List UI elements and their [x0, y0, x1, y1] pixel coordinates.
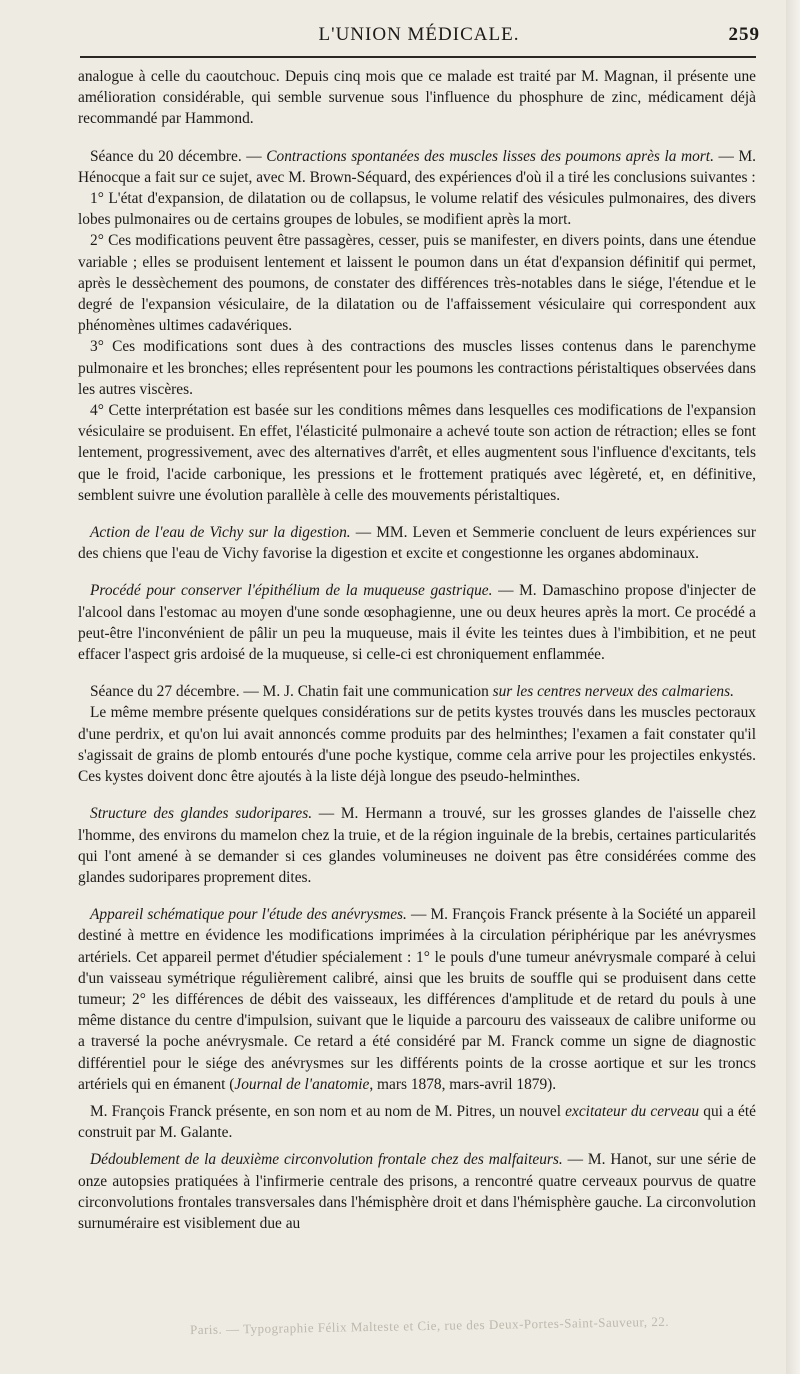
conclusion-4: 4° Cette interprétation est basée sur les conditions mêmes dans lesquelles ces modifications de l'expansion vésiculaire se produisent. En effet, l'élasticité pulmonaire a achevé toute son action de rétraction; elles se font lentement, progressivement, avec des alternatives d'arrêt, et elles augmentent sous l'influence d'excitants, tels que le froid, l'acide carbonique, les pressions et le frottement pratiqués avec légèreté, et, en définitive, semblent suivre une évolution parallèle à celle des mouvements péristaltiques. — [78, 402, 756, 504]
section-title: excitateur du cerveau — [565, 1102, 700, 1120]
paragraph-text: — M. Hanot, sur une série de onze autopsies pratiquées à l'infirmerie centrale des prisons, a rencontré quatre cerveaux pourvus de quatre circonvolutions frontales transversales dans l'hémisphère droit et dans l'hémisphère gauche. La circonvolution surnuméraire est visiblement due au — [78, 1151, 756, 1232]
section-title: Dédoublement de la deuxième circonvolution frontale chez des malfaiteurs. — [90, 1151, 563, 1169]
paragraph-kystes: Le même membre présente quelques considérations sur de petits kystes trouvés dans les muscles pectoraux d'une perdrix, et qu'on lui avait annoncés comme produits par des helminthes; l'examen a fait constater qu'il s'agissait de grains de plomb entourés d'une poche kystique, comme cela arrive pour les projectiles enkystés. Ces kystes doivent donc être ajoutés à la liste déjà longue des pseudo-helminthes. — [78, 704, 756, 786]
paragraph-text: — MM. Leven et Semmerie concluent de leurs expériences sur des chiens que l'eau de Vichy favorise la digestion et excite et congestionne les organes abdominaux. — [78, 524, 756, 563]
paragraph-epithelium — [78, 580, 756, 665]
section-title: Contractions spontanées des muscles lisses des poumons après la mort. — [266, 147, 714, 165]
section-title: Appareil schématique pour l'étude des anévrysmes. — [90, 906, 407, 924]
section-title: Structure des glandes sudoripares. — [90, 805, 313, 823]
header-rule — [80, 56, 756, 58]
paragraph-glandes-sudoripares — [78, 803, 756, 888]
paragraph-text: , mars 1878, mars-avril 1879). — [369, 1075, 557, 1093]
conclusion-2: 2° Ces modifications peuvent être passagères, cesser, puis se manifester, en divers points, dans une étendue variable ; elles se produisent lentement et laissent le poumon dans un état d'expansion définitif qui permet, après le dessèchement des poumons, de constater des différences très-notables dans le siége, l'étendue et le degré de l'expansion vésiculaire, de la dilatation ou de l'affaissement vésiculaire qui correspondent aux phénomènes ultimes cadavériques. — [78, 232, 756, 335]
page-edge — [786, 0, 800, 1374]
seance-heading: Séance du 27 décembre. — M. J. Chatin fait une communication — [90, 683, 493, 701]
section-title: Procédé pour conserver l'épithélium de la muqueuse gastrique. — [90, 582, 493, 600]
page-number: 259 — [728, 24, 760, 45]
paragraph-seance-27-decembre — [78, 681, 756, 702]
paragraph-text: qui a été construit par M. Galante. — [78, 1102, 756, 1142]
paragraph-text: — M. François Franck présente à la Société un appareil destiné à mettre en évidence les modifications imprimées à la circulation périphérique par les anévrysmes artériels. Cet appareil permet d'étudier spécialement : 1° le pouls d'une tumeur anévrysmale comparé à celui d'un vaisseau symétrique régulièrement calibré, ainsi que les bruits de souffle qui se produisent dans cette tumeur; 2° les différences de débit des vaisseaux, les différences d'amplitude et de retard du pouls à une même distance du centre d'impulsion, suivant que le liquide a parcouru des vaisseaux de calibre uniforme ou a traversé la poche anévrysmale. Ce retard a été considéré par M. Franck comme un signe de diagnostic différentiel pour le siége des anévrysmes sur les différents points de la crosse aortique et sur les troncs artériels qui en émanent ( — [78, 906, 756, 1093]
paragraph-excitateur — [78, 1101, 756, 1143]
conclusion-1: 1° L'état d'expansion, de dilatation ou de collapsus, le volume relatif des vésicules pulmonaires, des divers lobes pulmonaires ou de certains groupes de lobules, se modifient après la mort. — [78, 190, 756, 229]
conclusion-3: 3° Ces modifications sont dues à des contractions des muscles lisses contenus dans le parenchyme pulmonaire et les bronches; elles représentent pour les poumons les contractions péristaltiques observées dans les autres viscères. — [78, 338, 756, 398]
journal-reference: Journal de l'anatomie — [234, 1075, 370, 1093]
paragraph-dedoublement — [78, 1149, 756, 1234]
journal-title: L'UNION MÉDICALE. — [318, 24, 520, 45]
paragraph-text: — M. Hénocque a fait sur ce sujet, avec M. Brown-Séquard, des expériences d'où il a tiré les conclusions suivantes : — [78, 147, 756, 186]
paragraph-continuation: analogue à celle du caoutchouc. Depuis cinq mois que ce malade est traité par M. Magnan, il présente une amélioration considérable, qui semble survenue sous l'influence du phosphure de zinc, médicament déjà recommandé par Hammond. — [78, 68, 756, 128]
running-header — [78, 24, 760, 48]
paragraph-text: M. François Franck présente, en son nom et au nom de M. Pitres, un nouvel — [90, 1102, 566, 1120]
paragraph-seance-20-decembre — [78, 146, 756, 188]
seance-heading: Séance du 20 décembre. — — [90, 147, 267, 165]
section-title: sur les centres nerveux des calmariens. — [492, 683, 734, 701]
paragraph-anevrysmes — [78, 904, 756, 1095]
section-title: Action de l'eau de Vichy sur la digestion. — [90, 524, 351, 542]
paragraph-eau-de-vichy — [78, 522, 756, 564]
article-body — [78, 66, 756, 1234]
paragraph-text: — M. Hermann a trouvé, sur les grosses glandes de l'aisselle chez l'homme, des environs du mamelon chez la truie, et de la région inguinale de la brebis, certaines particularités qui l'ont amené à se demander si ces glandes volumineuses ne doivent pas être considérées comme des glandes sudoripares proprement dites. — [78, 805, 757, 886]
printer-footer-bleedthrough: Paris. — Typographie Félix Malteste et Cie, rue des Deux-Portes-Saint-Sauveur, 22. — [189, 1313, 670, 1338]
paragraph-text: — M. Damaschino propose d'injecter de l'alcool dans l'estomac au moyen d'une sonde œsophagienne, une ou deux heures après la mort. Ce procédé a peut-être l'inconvénient de pâlir un peu la muqueuse, mais il évite les teintes dues à l'imbibition, et ne peut effacer l'aspect gris ardoisé de la muqueuse, si celle-ci est chroniquement enflammée. — [78, 582, 756, 664]
